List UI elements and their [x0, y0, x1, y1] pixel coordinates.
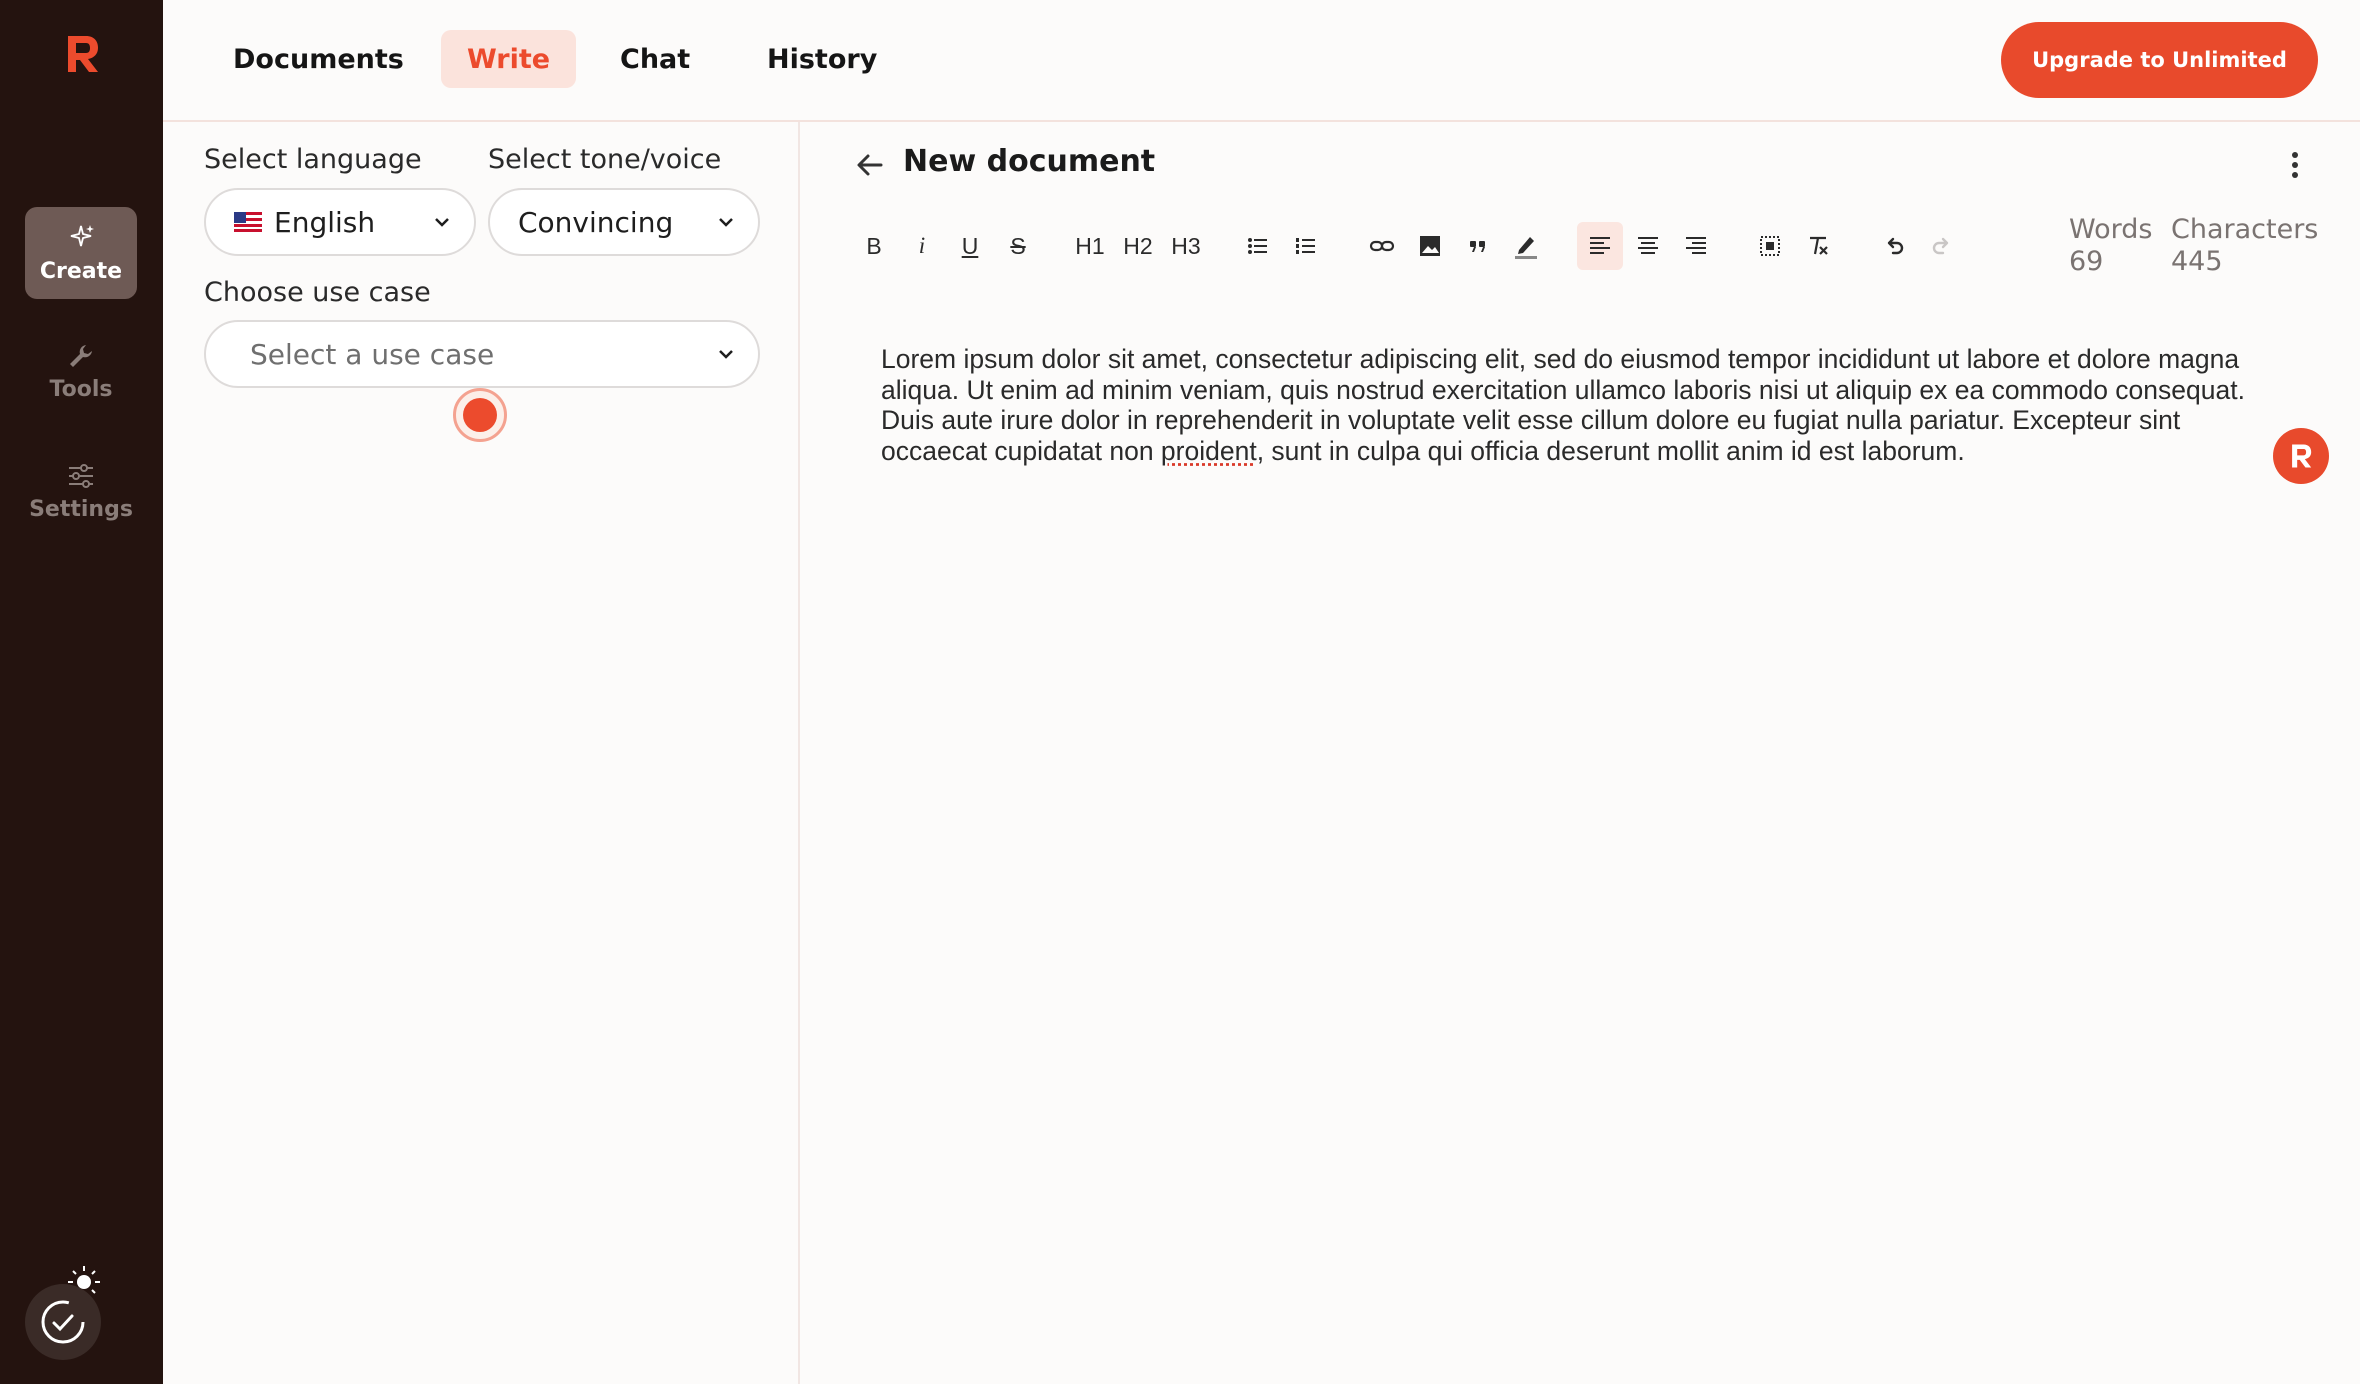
characters-value: 445	[2171, 246, 2223, 277]
clear-formatting-icon	[1805, 233, 1831, 259]
word-counter	[2069, 214, 2152, 278]
misspelled-word[interactable]: proident	[1160, 435, 1257, 466]
body-text-part: Lorem ipsum dolor sit amet, consectetur adipiscing elit, sed do eiusmod tempor incididunt ut labore et dolore magna aliqua. Ut enim ad minim veniam, quis nostrud exercitation ullamco laboris nisi ut aliquip ex ea commodo consequat. Duis aute irure dolor in reprehenderit in voluptate velit esse cillum dolore eu fugiat nulla pariatur. Excepteur sint occaecat cupidatat non	[881, 344, 2245, 466]
bold-button[interactable]: B	[866, 232, 882, 259]
tone-select[interactable]	[488, 188, 760, 256]
select-all-button[interactable]	[1747, 222, 1793, 270]
logo-icon	[2288, 442, 2314, 470]
align-right-button[interactable]	[1673, 222, 1719, 270]
clear-formatting-button[interactable]	[1795, 222, 1841, 270]
words-value: 69	[2069, 246, 2104, 277]
align-right-icon	[1683, 233, 1709, 259]
redo-icon	[1929, 233, 1955, 259]
back-arrow-icon[interactable]	[853, 148, 887, 182]
tab-write[interactable]: Write	[441, 30, 576, 88]
link-button[interactable]	[1359, 222, 1405, 270]
theme-toggle[interactable]	[25, 1284, 101, 1360]
link-icon	[1369, 233, 1395, 259]
chevron-down-icon	[432, 212, 452, 232]
sidebar-item-label: Settings	[29, 496, 133, 522]
sidebar-item-label: Tools	[49, 376, 113, 402]
us-flag-icon	[234, 212, 262, 232]
align-center-button[interactable]	[1625, 222, 1671, 270]
character-counter	[2171, 214, 2318, 278]
select-all-icon	[1757, 233, 1783, 259]
redo-button[interactable]	[1919, 222, 1965, 270]
sliders-icon	[66, 461, 96, 491]
editor-panel	[801, 122, 2360, 1384]
use-case-placeholder: Select a use case	[250, 337, 495, 371]
undo-icon	[1881, 233, 1907, 259]
tab-chat[interactable]: Chat	[620, 43, 691, 75]
use-case-label: Choose use case	[204, 277, 431, 308]
image-button[interactable]	[1407, 222, 1453, 270]
upgrade-button[interactable]: Upgrade to Unlimited	[2001, 22, 2318, 98]
tab-documents[interactable]: Documents	[233, 43, 404, 75]
use-case-select[interactable]	[204, 320, 760, 388]
tone-label: Select tone/voice	[488, 144, 722, 175]
language-value: English	[274, 205, 376, 239]
quote-button[interactable]	[1455, 222, 1501, 270]
numbered-list-button[interactable]	[1283, 222, 1329, 270]
tab-history[interactable]: History	[767, 43, 878, 75]
options-panel	[163, 122, 800, 1384]
assistant-button[interactable]	[2273, 428, 2329, 484]
body-text-part: , sunt in culpa qui officia deserunt mollit anim id est laborum.	[1256, 435, 1965, 466]
numbered-list-icon	[1293, 233, 1319, 259]
document-body[interactable]	[881, 344, 2281, 466]
highlighter-icon	[1513, 233, 1539, 259]
sidebar-item-label: Create	[39, 258, 123, 284]
align-left-icon	[1587, 233, 1613, 259]
image-icon	[1417, 233, 1443, 259]
words-label: Words	[2069, 214, 2153, 245]
align-center-icon	[1635, 233, 1661, 259]
sidebar-item-tools[interactable]	[25, 325, 137, 417]
strikethrough-button[interactable]: S	[1010, 232, 1026, 259]
chevron-down-icon	[716, 344, 736, 364]
sidebar-item-settings[interactable]	[25, 445, 137, 537]
quote-icon	[1465, 233, 1491, 259]
tone-value: Convincing	[518, 205, 674, 239]
characters-label: Characters	[2171, 214, 2319, 245]
sidebar	[0, 0, 163, 1384]
heading1-button[interactable]: H1	[1075, 232, 1105, 259]
sidebar-item-create[interactable]	[25, 207, 137, 299]
language-select[interactable]	[204, 188, 476, 256]
bullet-list-button[interactable]	[1235, 222, 1281, 270]
bullet-list-icon	[1245, 233, 1271, 259]
underline-button[interactable]: U	[961, 232, 979, 259]
undo-button[interactable]	[1871, 222, 1917, 270]
record-indicator[interactable]	[453, 388, 507, 442]
language-label: Select language	[204, 144, 422, 175]
moon-icon	[37, 1296, 89, 1348]
italic-button[interactable]: i	[918, 233, 926, 258]
logo-icon[interactable]	[62, 32, 102, 76]
chevron-down-icon	[716, 212, 736, 232]
more-options-icon[interactable]	[2288, 150, 2302, 180]
wrench-icon	[66, 341, 96, 371]
sparkles-icon	[66, 223, 96, 253]
document-title[interactable]: New document	[903, 144, 1156, 179]
align-left-button[interactable]	[1577, 222, 1623, 270]
heading2-button[interactable]: H2	[1123, 232, 1153, 259]
top-header	[163, 0, 2360, 122]
highlight-button[interactable]	[1503, 222, 1549, 270]
heading3-button[interactable]: H3	[1171, 232, 1201, 259]
